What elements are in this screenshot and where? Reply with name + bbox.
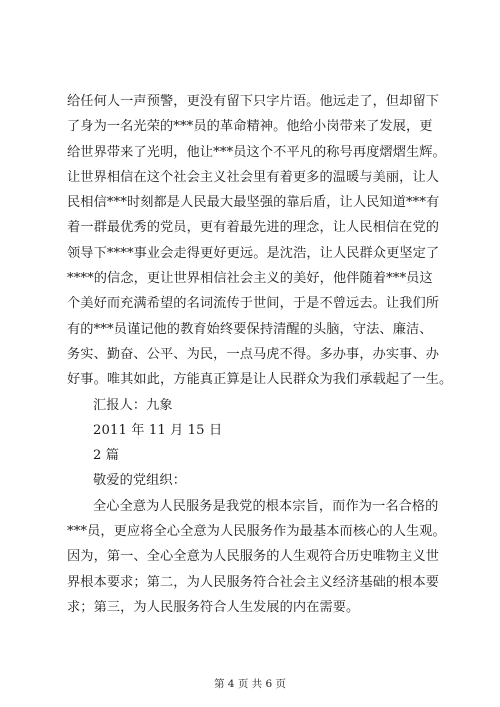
page-footer: 第 4 页 共 6 页: [213, 678, 287, 690]
section-number: 2 篇: [93, 448, 120, 464]
text-line: 全心全意为人民服务是我党的根本宗旨，而作为一名合格的: [93, 498, 439, 514]
text-line: 领导下****事业会走得更好更远。是沈浩，让人民群众更坚定了: [67, 245, 440, 261]
text-line: 让世界相信在这个社会主义社会里有着更多的温暖与美丽，让人: [67, 169, 440, 185]
text-line: 界根本要求；第二，为人民服务符合社会主义经济基础的根本要: [67, 574, 440, 590]
text-line: 因为，第一、全心全意为人民服务的人生观符合历史唯物主义世: [67, 549, 440, 565]
text-line: ***员，更应将全心全意为人民服务作为最基本而核心的人生观。: [67, 524, 446, 540]
text-line: 个美好而充满希望的名词流传于世间，于是不曾远去。让我们所: [67, 296, 440, 312]
text-line: 给世界带来了光明，他让***员这个不平凡的称号再度熠熠生辉。: [67, 144, 446, 160]
reporter-line: 汇报人：九象: [93, 397, 173, 413]
text-line: 求；第三，为人民服务符合人生发展的内在需要。: [67, 599, 360, 615]
text-line: 了身为一名光荣的***员的革命精神。他给小岗带来了发展，更: [67, 119, 433, 135]
text-line: 务实、勤奋、公平、为民，一点马虎不得。多办事，办实事、办: [67, 346, 440, 362]
salutation: 敬爱的党组织：: [93, 473, 187, 489]
text-line: 着一群最优秀的党员，更有着最先进的理念，让人民相信在党的: [67, 220, 440, 236]
text-line: ****的信念，更让世界相信社会主义的美好，他伴随着***员这: [67, 271, 433, 287]
text-line: 好事。唯其如此，方能真正算是让人民群众为我们承载起了一生。: [67, 372, 453, 388]
date-line: 2011 年 11 月 15 日: [93, 422, 223, 438]
text-line: 给任何人一声预警，更没有留下只字片语。他远走了，但却留下: [67, 94, 440, 109]
body-text: [67, 89, 453, 620]
text-line: 有的***员谨记他的教育始终要保持清醒的头脑，守法、廉洁、: [67, 321, 433, 337]
text-line: 民相信***时刻都是人民最大最坚强的靠后盾，让人民知道***有: [67, 195, 440, 211]
